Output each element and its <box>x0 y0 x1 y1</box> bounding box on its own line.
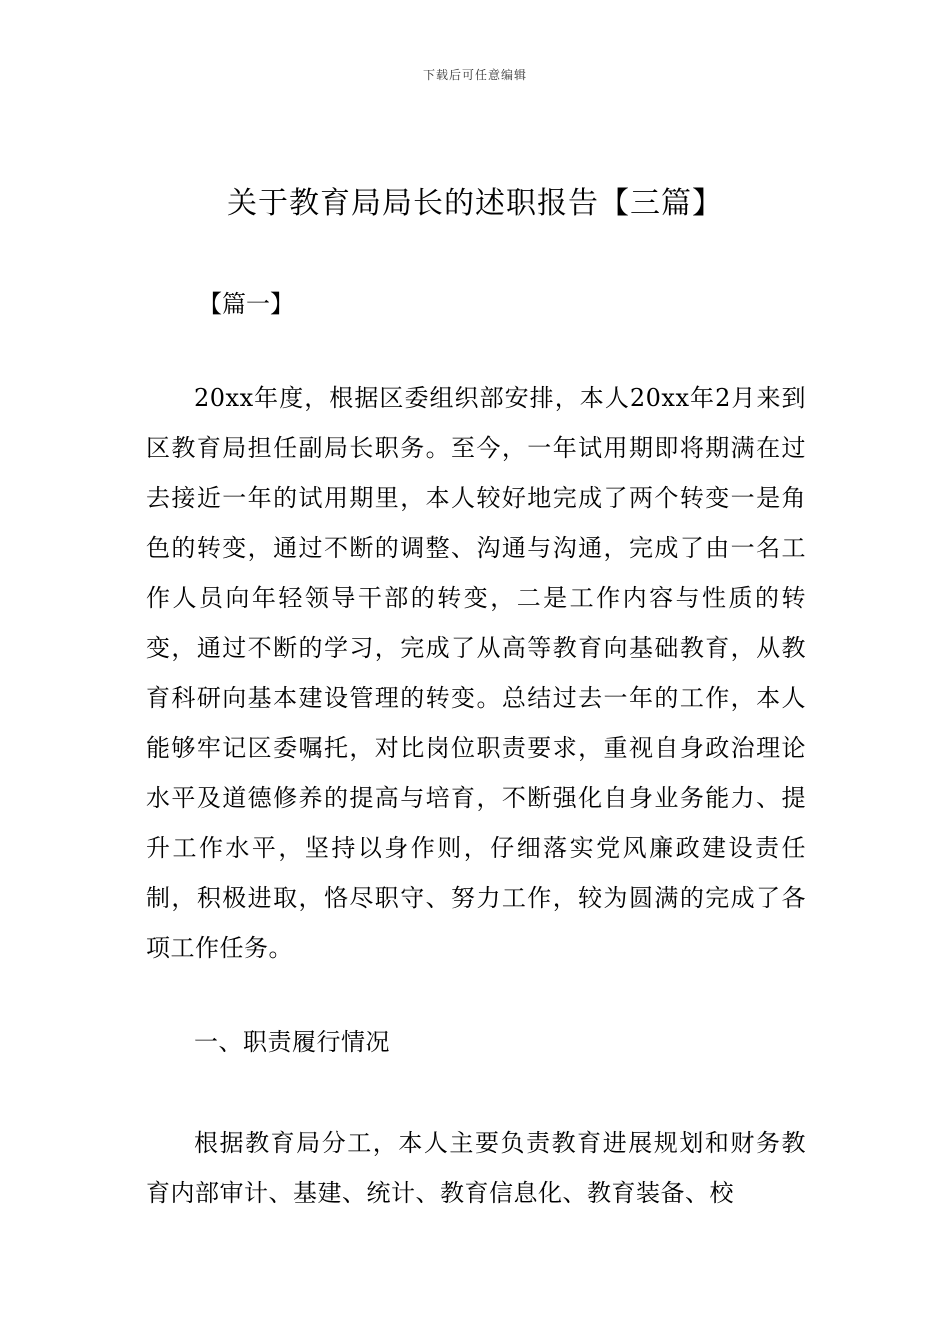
header-note: 下载后可任意编辑 <box>422 68 527 82</box>
section-label: 【篇一】 <box>198 290 294 318</box>
intro-paragraph: 20xx年度，根据区委组织部安排，本人20xx年2月来到区教育局担任副局长职务。至今，一年试用期即将期满在过去接近一年的试用期里，本人较好地完成了两个转变一是角色的转变，通过不断的调整、沟通与沟通，完成了由一名工作人员向年轻领导干部的转变，二是工作内容与性质的转变，通过不断的学习，完成了从高等教育向基础教育，从教育科研向基本建设管理的转变。总结过去一年的工作，本人能够牢记区委嘱托，对比岗位职责要求，重视自身政治理论水平及道德修养的提高与培育，不断强化自身业务能力、提升工作水平，坚持以身作则，仔细落实党风廉政建设责任制，积极进取，恪尽职守、努力工作，较为圆满的完成了各项工作任务。 <box>146 384 806 962</box>
document-title: 关于教育局局长的述职报告【三篇】 <box>227 186 723 221</box>
duties-paragraph: 根据教育局分工，本人主要负责教育进展规划和财务教育内部审计、基建、统计、教育信息化、教育装备、校 <box>146 1129 806 1207</box>
section-heading-duties: 一、职责履行情况 <box>194 1028 390 1056</box>
